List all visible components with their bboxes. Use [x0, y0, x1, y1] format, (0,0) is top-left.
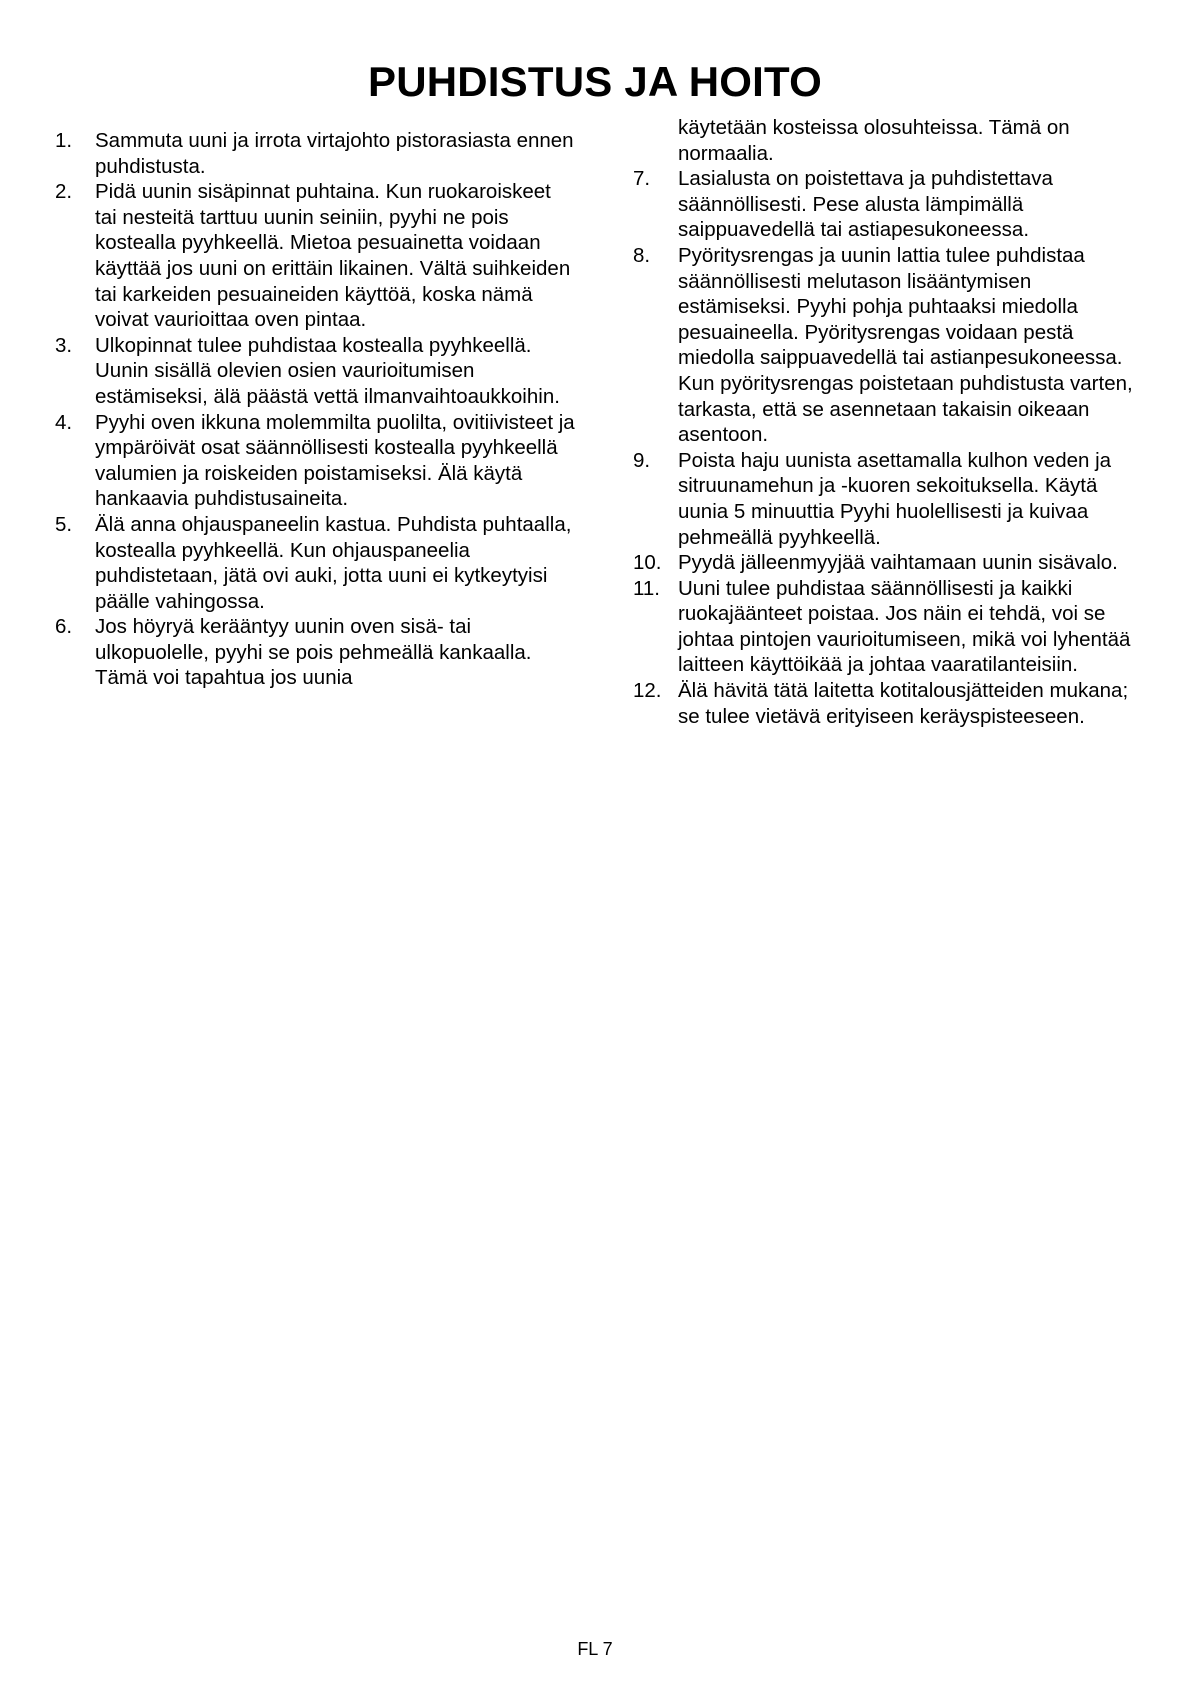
list-item-text: Pyöritysrengas ja uunin lattia tulee puhdistaa säännöllisesti melutason lisääntymisen estämiseksi. Pyyhi pohja puhtaaksi miedolla pesuaineella. Pyöritysrengas voidaan pestä miedolla saippuavedellä tai astianpesukoneessa. Kun pyöritysrengas poistetaan puhdistusta varten, tarkasta, että se asennetaan takaisin oikeaan asentoon. [678, 243, 1133, 447]
list-item-8 [633, 243, 1148, 448]
left-column [55, 128, 575, 691]
list-item-number: 7. [633, 167, 651, 191]
list-item-text: Uuni tulee puhdistaa säännöllisesti ja kaikki ruokajäänteet poistaa. Jos näin ei tehdä, voi se johtaa pintojen vaurioitumiseen, mikä voi lyhentää laitteen käyttöikää ja johtaa vaaratilanteisiin. [678, 576, 1131, 677]
list-item-3 [55, 333, 575, 410]
list-item-11 [633, 576, 1148, 678]
list-item-5 [55, 512, 575, 614]
list-item-text: Älä hävitä tätä laitetta kotitalousjätteiden mukana; se tulee vietävä erityiseen keräyspisteeseen. [678, 679, 1129, 728]
list-item-text: Pyyhi oven ikkuna molemmilta puolilta, ovitiivisteet ja ympäröivät osat säännöllisesti kostealla pyyhkeellä valumien ja roiskeiden poistamiseksi. Älä käytä hankaavia puhdistusaineita. [95, 410, 575, 511]
list-item-number: 4. [55, 410, 73, 434]
list-item-text: Sammuta uuni ja irrota virtajohto pistorasiasta ennen puhdistusta. [95, 129, 574, 178]
list-item-text: Lasialusta on poistettava ja puhdistettava säännöllisesti. Pese alusta lämpimällä saippuavedellä tai astiapesukoneessa. [678, 167, 1053, 242]
list-item-number: 11. [633, 576, 660, 600]
list-item-text: Jos höyryä kerääntyy uunin oven sisä- tai ulkopuolelle, pyyhi se pois pehmeällä kankaalla. Tämä voi tapahtua jos uunia [95, 615, 532, 690]
list-item-number: 5. [55, 512, 73, 536]
page-title: PUHDISTUS JA HOITO [368, 58, 822, 105]
list-item-number: 12. [633, 679, 662, 703]
list-item-text: Pyydä jälleenmyyjää vaihtamaan uunin sisävalo. [678, 551, 1118, 575]
list-item-9 [633, 448, 1148, 550]
page-number: FL 7 [577, 1639, 613, 1659]
list-item-1 [55, 128, 575, 179]
list-item-number: 2. [55, 180, 73, 204]
list-item-number: 3. [55, 333, 73, 357]
list-item-text: Älä anna ohjauspaneelin kastua. Puhdista puhtaalla, kostealla pyyhkeellä. Kun ohjauspaneelia puhdistetaan, jätä ovi auki, jotta uuni ei kytkeytyisi päälle vahingossa. [95, 512, 572, 613]
list-item-number: 9. [633, 448, 651, 472]
list-item-text: Ulkopinnat tulee puhdistaa kostealla pyyhkeellä. Uunin sisällä olevien osien vaurioitumisen estämiseksi, älä päästä vettä ilmanvaihtoaukkoihin. [95, 333, 560, 408]
list-item-text: Pidä uunin sisäpinnat puhtaina. Kun ruokaroiskeet tai nesteitä tarttuu uunin seiniin, pyyhi ne pois kostealla pyyhkeellä. Mietoa pesuainetta voidaan käyttää jos uuni on erittäin likainen. Vältä suihkeiden tai karkeiden pesuaineiden käyttöä, koska nämä voivat vaurioittaa oven pintaa. [95, 180, 571, 332]
list-item-number: 8. [633, 243, 651, 267]
list-item-12 [633, 678, 1148, 729]
list-item-number: 6. [55, 615, 73, 639]
right-column [633, 115, 1148, 729]
list-item-6-continuation: käytetään kosteissa olosuhteissa. Tämä on normaalia. [678, 116, 1070, 165]
list-item-number: 10. [633, 551, 662, 575]
list-item-6 [55, 614, 575, 691]
list-item-10 [633, 550, 1148, 576]
list-item-text: Poista haju uunista asettamalla kulhon veden ja sitruunamehun ja -kuoren sekoituksella. Käytä uunia 5 minuuttia Pyyhi huolellisesti ja kuivaa pehmeällä pyyhkeellä. [678, 448, 1112, 549]
list-item-7 [633, 166, 1148, 243]
list-item-4 [55, 410, 575, 512]
list-item-number: 1. [55, 129, 73, 152]
list-item-2 [55, 179, 575, 333]
